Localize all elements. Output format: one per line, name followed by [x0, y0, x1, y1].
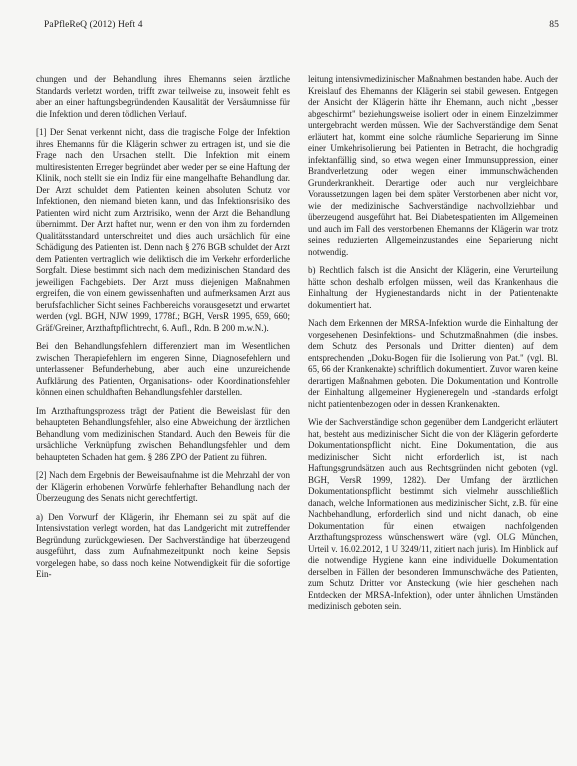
paragraph: [1] Der Senat verkennt nicht, dass die tragische Folge der Infektion ihres Ehemanns für die Klägerin schwer zu ertragen ist, und sie die Frage nach den Ursachen stellt. Die Infektion mit einem multiresistenten Erreger begründet aber weder per se eine Haftung der Klinik, noch stellt sie ein Indiz für eine mangelhafte Behandlung dar. Der Arzt schuldet dem Patienten keinen absoluten Schutz vor Infektionen, den niemand bieten kann, und das Infektionsrisiko des Patienten wird nicht zum Arztrisiko, wenn der Arzt die Behandlung übernimmt. Der Arzt haftet nur, wenn er den von ihm zu fordernden Qualitätsstandard unterschreitet und dies auch ursächlich für eine Schädigung des Patienten ist. Denn nach § 276 BGB schuldet der Arzt dem Patienten vertraglich wie deliktisch die im Verkehr erforderliche Sorgfalt. Diese bestimmt sich nach dem medizinischen Standard des jeweiligen Fachgebiets. Der Arzt muss diejenigen Maßnahmen ergreifen, die von einem gewissenhaften und aufmerksamen Arzt aus berufsfachlicher Sicht seines Fachbereichs vorausgesetzt und erwartet werden (vgl. BGH, NJW 1999, 1778f.; BGH, VersR 1995, 659, 660; Gräf/Greiner, Arzthaftpflichtrecht, 6. Aufl., Rdn. B 200 m.w.N.). [36, 127, 290, 333]
paragraph: [2] Nach dem Ergebnis der Beweisaufnahme ist die Mehrzahl der von der Klägerin erhobenen Vorwürfe fehlerhafter Behandlung nach der Überzeugung des Senats nicht gerechtfertigt. [36, 470, 290, 503]
page-number: 85 [549, 20, 559, 30]
journal-title: PaPfleReQ (2012) Heft 4 [44, 20, 143, 30]
paragraph: Bei den Behandlungsfehlern differenziert man im Wesentlichen zwischen Therapiefehlern im engeren Sinne, Diagnosefehlern und unterlassener Befunderhebung, aber auch eine unzureichende Aufklärung des Patienten, Organisations- oder Koordinationsfehler können einen schuldhaften Behandlungsfehler darstellen. [36, 341, 290, 397]
right-column [308, 74, 558, 620]
paragraph: leitung intensivmedizinischer Maßnahmen bestanden habe. Auch der Kreislauf des Ehemanns der Klägerin sei stabil gewesen. Entgegen der Ansicht der Klägerin hätte ihr Ehemann, auch nicht „besser abgeschirmt" beziehungsweise isoliert oder in einem Einzelzimmer untergebracht werden müssen. Wie der Sachverständige dem Senat erläutert hat, kommt eine solche räumliche Separierung im Sinne einer Umkehrisolierung bei Patienten in Betracht, die hochgradig infektanfällig sind, so etwa wegen einer Immunsuppression, einer Brandverletzung oder wegen einer immunschwächenden Grunderkrankheit. Derartige oder auch nur vergleichbare Voraussetzungen lagen bei dem später Verstorbenen aber nicht vor, wie der medizinische Sachverständige nachvollziehbar und überzeugend ausgeführt hat. Bei Diabetespatienten im Allgemeinen und auch im Fall des verstorbenen Ehemanns der Klägerin war trotz seines reduzierten Allgemeinzustandes eine Separierung nicht notwendig. [308, 74, 558, 257]
paragraph: chungen und der Behandlung ihres Ehemanns seien ärztliche Standards verletzt worden, trifft zwar teilweise zu, insoweit fehlt es aber an einer haftungsbegründenden Kausalität der Versäumnisse für die Infektion und deren tödlichen Verlauf. [36, 74, 290, 119]
paragraph: a) Den Vorwurf der Klägerin, ihr Ehemann sei zu spät auf die Intensivstation verlegt worden, hat das Landgericht mit zutreffender Begründung zurückgewiesen. Der Sachverständige hat überzeugend ausgeführt, dass zum Aufnahmezeitpunkt noch keine Sepsis vorgelegen habe, so dass noch keine Notwendigkeit für die sofortige Ein- [36, 511, 290, 579]
paragraph: Wie der Sachverständige schon gegenüber dem Landgericht erläutert hat, besteht aus medizinischer Sicht die von der Klägerin geforderte Dokumentationspflicht nicht. Eine Dokumentation, die aus medizinischer Sicht nicht erforderlich ist, ist nach Haftungsgrundsätzen auch aus Rechtsgründen nicht geboten (vgl. BGH, VersR 1999, 1282). Der Umfang der ärztlichen Dokumentationspflicht bestimmt sich vielmehr ausschließlich danach, welche Informationen aus medizinischer Sicht, z.B. für eine Nachbehandlung, erforderlich sind und nicht danach, ob eine Dokumentation für einen etwaigen nachfolgenden Arzthaftungsprozess wünschenswert wäre (vgl. OLG München, Urteil v. 16.02.2012, 1 U 3249/11, zitiert nach juris). Im Hinblick auf die notwendige Hygiene kann eine individuelle Dokumentation derselben in Fällen der besonderen Immunschwäche des Patienten, zum Schutz Dritter vor Ansteckung (wie hier geschehen nach Entdecken der MRSA-Infektion), oder unter ähnlichen Umständen medizinisch geboten sein. [308, 417, 558, 611]
running-header [44, 20, 559, 34]
paragraph: Nach dem Erkennen der MRSA-Infektion wurde die Einhaltung der vorgesehenen Desinfektions- und Schutzmaßnahmen (die insbes. dem Schutz des Personals und Dritter dienten) auf dem entsprechenden „Doku-Bogen für die Isolierung von Pat." (vgl. Bl. 65, 66 der Krankenakte) schriftlich dokumentiert. Zuvor waren keine derartigen Maßnahmen geboten. Die Dokumentation und Kontrolle der Einhaltung allgemeiner Hygieneregeln und -standards erfolgt nicht patientenbezogen oder in dessen Krankenakten. [308, 318, 558, 409]
paragraph: Im Arzthaftungsprozess trägt der Patient die Beweislast für den behaupteten Behandlungsfehler, also eine Abweichung der ärztlichen Behandlung vom medizinischen Standard. Auch den Beweis für die ursächliche Verknüpfung zwischen Behandlungsfehler und dem behaupteten Schaden hat gem. § 286 ZPO der Patient zu führen. [36, 405, 290, 462]
left-column [36, 74, 290, 588]
paragraph: b) Rechtlich falsch ist die Ansicht der Klägerin, eine Verurteilung hätte schon deshalb erfolgen müssen, weil das Krankenhaus die Einhaltung der Hygienestandards nicht in der Patientenakte dokumentiert hat. [308, 265, 558, 310]
